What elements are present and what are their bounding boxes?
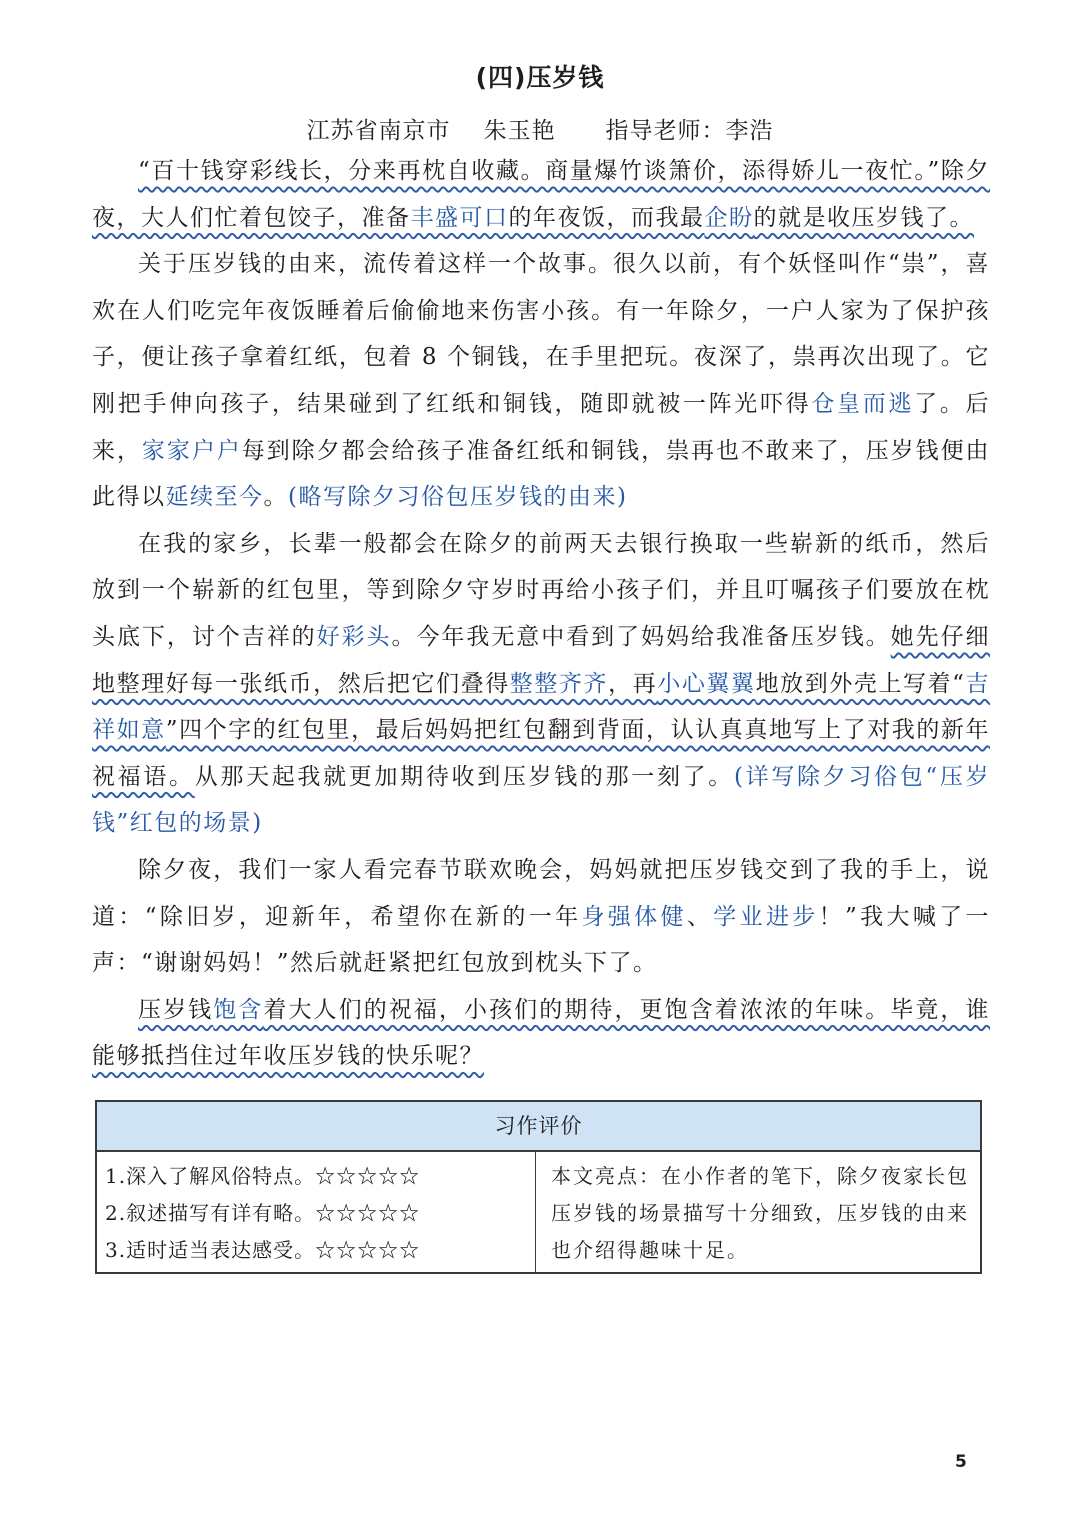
text-span: 仓皇而逃 xyxy=(811,390,915,417)
text-span: 整整齐齐 xyxy=(509,670,609,697)
criterion-item: 2.叙述描写有详有略。☆☆☆☆☆ xyxy=(105,1201,421,1225)
article-title: (四)压岁钱 xyxy=(475,63,605,92)
text-span: 除夕夜，我们一家人看完春节联欢晚会，妈妈就把压岁钱交到了我的手上，说道：“除旧岁，迎新年，希望你在新的一年 xyxy=(92,856,990,930)
text-span: 家家户户 xyxy=(141,437,242,464)
evaluation-body xyxy=(97,1152,980,1272)
article-body xyxy=(92,148,990,1080)
text-span: 、 xyxy=(686,903,714,930)
text-span: 丰盛可口 xyxy=(410,204,509,231)
paragraph-conclusion xyxy=(92,987,990,1080)
text-span: 饱含 xyxy=(213,996,264,1023)
text-span: 小心翼翼 xyxy=(657,670,756,697)
text-span: 关于压岁钱的由来，流传着这样一个故事。很久以前，有个妖怪叫作“祟”，喜欢在人们吃完年夜饭睡着后偷偷地来伤害小孩。有一年除夕，一户人家为了保护孩子，便让孩子拿着红纸，包着 8 个铜钱，在手里把玩。夜深了，祟再次出现了。它刚把手伸向孩子，结果碰到了红纸和铜钱，随即就被一阵光吓得 xyxy=(92,251,990,417)
text-span: 吉祥如意 xyxy=(92,670,991,744)
text-span: ！”我大喊了一声：“谢谢妈妈！”然后就赶紧把红包放到枕头下了。 xyxy=(92,903,991,977)
text-span: 她先仔细地整理好每一张纸币，然后把它们叠得 xyxy=(92,623,991,697)
text-span: 从那天起我就更加期待收到压岁钱的那一刻了。 xyxy=(194,763,734,790)
text-span: 。 xyxy=(263,484,288,511)
annotation-note: (略写除夕习俗包压岁钱的由来) xyxy=(288,484,628,511)
text-span: ，再 xyxy=(608,670,658,697)
evaluation-criteria xyxy=(97,1152,536,1272)
text-span: 身强体健 xyxy=(581,903,687,930)
text-span: 着大人们的祝福，小孩们的期待，更饱含着浓浓的年味。毕竟，谁能够抵挡住过年收压岁钱的快乐呢？ xyxy=(92,996,991,1070)
paragraph-new-year-eve xyxy=(92,847,990,987)
evaluation-table xyxy=(95,1100,982,1274)
text-span: 。今年我无意中看到了妈妈给我准备压岁钱。 xyxy=(391,623,891,650)
text-span: “百十钱穿彩线长，分来再枕自收藏。商量爆竹谈箫价，添得娇儿一夜忙。”除夕夜，大人们忙着包饺子，准备 xyxy=(92,158,990,231)
paragraph-origin-story xyxy=(92,241,990,521)
text-span: 企盼 xyxy=(704,204,754,231)
text-span: 压岁钱 xyxy=(138,996,214,1023)
evaluation-header: 习作评价 xyxy=(97,1102,980,1152)
text-span: 的年夜饭，而我最 xyxy=(508,204,705,231)
text-span: 的就是收压岁钱了。 xyxy=(753,204,974,231)
text-span: 地放到外壳上写着“ xyxy=(755,670,966,697)
text-span: 在我的家乡，长辈一般都会在除夕的前两天去银行换取一些崭新的纸币，然后放到一个崭新的红包里，等到除夕守岁时再给小孩子们，并且叮嘱孩子们要放在枕头底下，讨个吉祥的 xyxy=(92,530,990,650)
annotation-note: (详写除夕习俗包“压岁钱”红包的场景) xyxy=(92,763,991,837)
paragraph-intro xyxy=(92,148,990,241)
page-number: 5 xyxy=(955,1452,967,1472)
text-span: ”四个字的红包里，最后妈妈把红包翻到背面，认认真真地写上了对我的新年祝福语。 xyxy=(92,717,990,790)
evaluation-highlight: 本文亮点：在小作者的笔下，除夕夜家长包压岁钱的场景描写十分细致，压岁钱的由来也介绍得趣味十足。 xyxy=(551,1164,969,1262)
criterion-item: 3.适时适当表达感受。☆☆☆☆☆ xyxy=(105,1238,421,1262)
paragraph-hometown-custom xyxy=(92,521,990,847)
article-byline: 江苏省南京市 朱玉艳 指导老师：李浩 xyxy=(306,118,774,144)
text-span: 好彩头 xyxy=(316,623,392,650)
criterion-item: 1.深入了解风俗特点。☆☆☆☆☆ xyxy=(105,1164,421,1188)
text-span: 延续至今 xyxy=(165,484,264,511)
text-span: 每到除夕都会给孩子准备红纸和铜钱，祟再也不敢来了，压岁钱便由此得以 xyxy=(92,437,991,511)
text-span: 学业进步 xyxy=(713,903,819,930)
text-span: 了。后来， xyxy=(92,390,991,464)
